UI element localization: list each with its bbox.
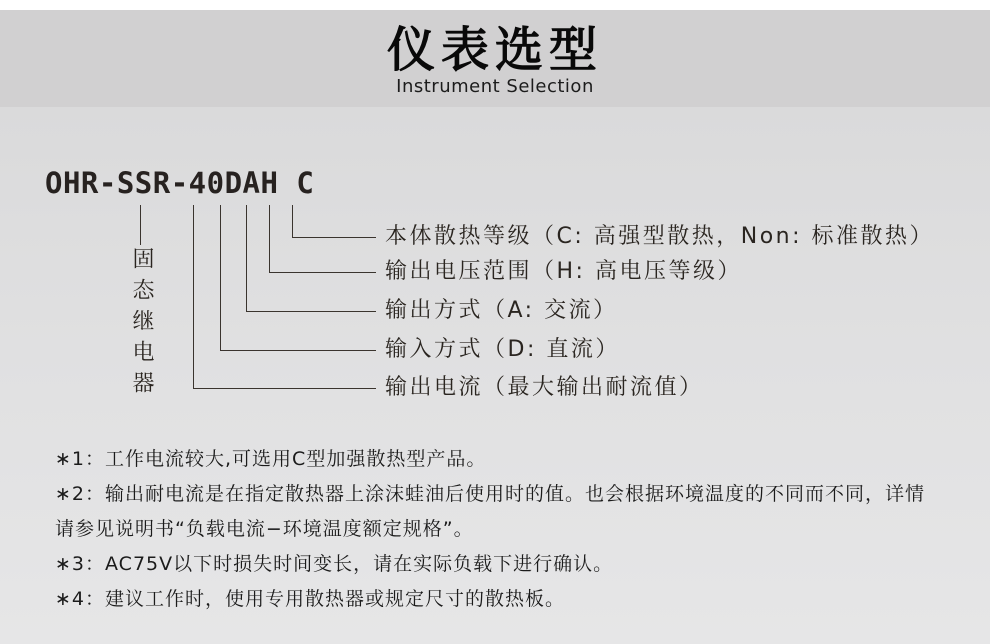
label-heat-grade: 本体散热等级（C: 高强型散热，Non: 标准散热） (385, 224, 935, 249)
page-subtitle: Instrument Selection (396, 76, 594, 97)
label-voltage-range: 输出电压范围（H: 高电压等级） (385, 259, 742, 284)
footnote-1: ∗1：工作电流较大,可选用C型加强散热型产品。 (55, 448, 487, 470)
footnote-4: ∗4：建议工作时，使用专用散热器或规定尺寸的散热板。 (55, 588, 566, 610)
model-code: OHR-SSR-40DAH C (45, 166, 315, 200)
footnote-2-line-2: 请参见说明书“负载电流−环境温度额定规格”。 (55, 518, 474, 540)
footnote-3: ∗3：AC75V以下时损失时间变长，请在实际负载下进行确认。 (55, 553, 614, 575)
label-output-mode: 输出方式（A: 交流） (385, 298, 618, 323)
page-title: 仪表选型 (386, 22, 603, 78)
label-output-current: 输出电流（最大输出耐流值） (385, 375, 704, 400)
footnote-2-line-1: ∗2：输出耐电流是在指定散热器上涂沫蛙油后使用时的值。也会根据环境温度的不同而不同，详情 (55, 483, 926, 505)
label-input-mode: 输入方式（D: 直流） (385, 337, 620, 362)
footnotes (55, 442, 975, 617)
connector-line-output-current (193, 205, 376, 389)
top-white-strip (0, 0, 990, 10)
connector-line-category (140, 205, 141, 245)
model-category-label: 固态继电器 (129, 247, 154, 402)
page-header (0, 10, 990, 107)
